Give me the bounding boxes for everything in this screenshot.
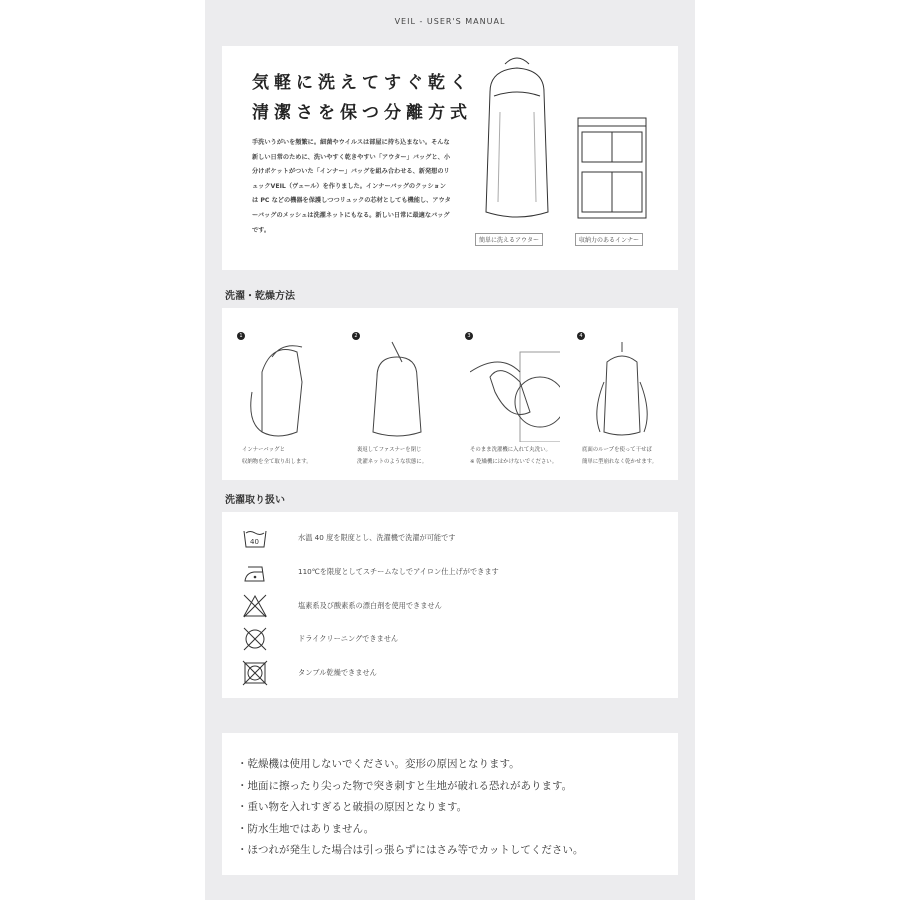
inner-label: 収納力のあるインナー bbox=[575, 233, 643, 246]
care-text: 水温 40 度を限度とし、洗濯機で洗濯が可能です bbox=[298, 533, 456, 542]
step-caption: 洗濯ネットのような状態に。 bbox=[357, 459, 428, 465]
care-row bbox=[242, 557, 499, 587]
no-tumble-dry-icon bbox=[242, 660, 268, 686]
care-section-title: 洗濯取り扱い bbox=[225, 495, 285, 506]
care-text: タンブル乾燥できません bbox=[298, 668, 377, 677]
outer-label: 簡単に洗えるアウター bbox=[475, 233, 543, 246]
care-card bbox=[222, 512, 678, 698]
care-row bbox=[242, 523, 455, 553]
warnings-card bbox=[222, 733, 678, 875]
care-text: 110℃を限度としてスチームなしでアイロン仕上げができます bbox=[298, 567, 499, 576]
step-caption: そのまま洗濯機に入れて丸洗い。 bbox=[470, 447, 551, 453]
wash-temp-label: 40 bbox=[250, 538, 259, 546]
outer-backpack-illustration bbox=[470, 52, 564, 228]
warnings-list bbox=[237, 754, 583, 862]
inner-bag-illustration bbox=[576, 116, 648, 220]
step-number: 3 bbox=[465, 332, 473, 340]
manual-header: VEIL - USER'S MANUAL bbox=[394, 17, 506, 26]
wash-section-title: 洗濯・乾燥方法 bbox=[225, 291, 295, 302]
wash-steps-card bbox=[222, 308, 678, 480]
no-bleach-icon bbox=[242, 593, 268, 619]
step-caption: 裏返してファスナーを閉じ bbox=[357, 447, 422, 453]
step-number: 4 bbox=[577, 332, 585, 340]
care-row bbox=[242, 591, 442, 621]
warning-item: ・地面に擦ったり尖った物で突き刺すと生地が破れる恐れがあります。 bbox=[237, 779, 573, 792]
step-caption: ※ 乾燥機にはかけないでください。 bbox=[470, 459, 558, 465]
warning-item: ・乾燥機は使用しないでください。変形の原因となります。 bbox=[237, 758, 520, 770]
step-caption: 収納物を全て取り出します。 bbox=[242, 459, 312, 465]
step-caption: 底面のループを使って干せば bbox=[582, 447, 652, 453]
step-number: 2 bbox=[352, 332, 360, 340]
intro-title bbox=[252, 68, 472, 128]
iron-low-icon bbox=[242, 559, 268, 585]
care-row bbox=[242, 624, 398, 654]
warning-item: ・ほつれが発生した場合は引っ張らずにはさみ等でカットしてください。 bbox=[237, 844, 584, 856]
no-dry-clean-icon bbox=[242, 626, 268, 652]
manual-page bbox=[205, 0, 695, 900]
care-row bbox=[242, 658, 377, 688]
title-line-1: 気軽に洗えてすぐ乾く bbox=[252, 73, 472, 93]
care-text: ドライクリーニングできません bbox=[298, 634, 399, 643]
step-caption: インナーバッグと bbox=[242, 447, 285, 453]
intro-body: 手洗いうがいを頻繁に。細菌やウイルスは部屋に持ち込まない。そんな新しい日常のために、洗いやすく乾きやすい「アウター」バッグと、小分けポケットがついた「インナー」バッグを組み合わせる、新発想のリュックVEIL（ヴェール）を作りました。インナーバッグのクッションは PC などの機器を保護しつつリュックの芯材としても機能し、アウターバッグのメッシュは洗濯ネットにもなる。新しい日常に最適なバッグです。 bbox=[252, 139, 451, 234]
step-caption: 簡単に型崩れなく乾かせます。 bbox=[582, 459, 658, 465]
intro-card bbox=[222, 46, 678, 270]
warning-item: ・防水生地ではありません。 bbox=[237, 822, 375, 835]
title-line-2: 清潔さを保つ分離方式 bbox=[252, 103, 472, 123]
wash-40-icon bbox=[242, 525, 268, 551]
care-text: 塩素系及び酸素系の漂白剤を使用できません bbox=[298, 601, 442, 610]
step-number: 1 bbox=[237, 332, 245, 340]
warning-item: ・重い物を入れすぎると破損の原因となります。 bbox=[237, 801, 468, 813]
